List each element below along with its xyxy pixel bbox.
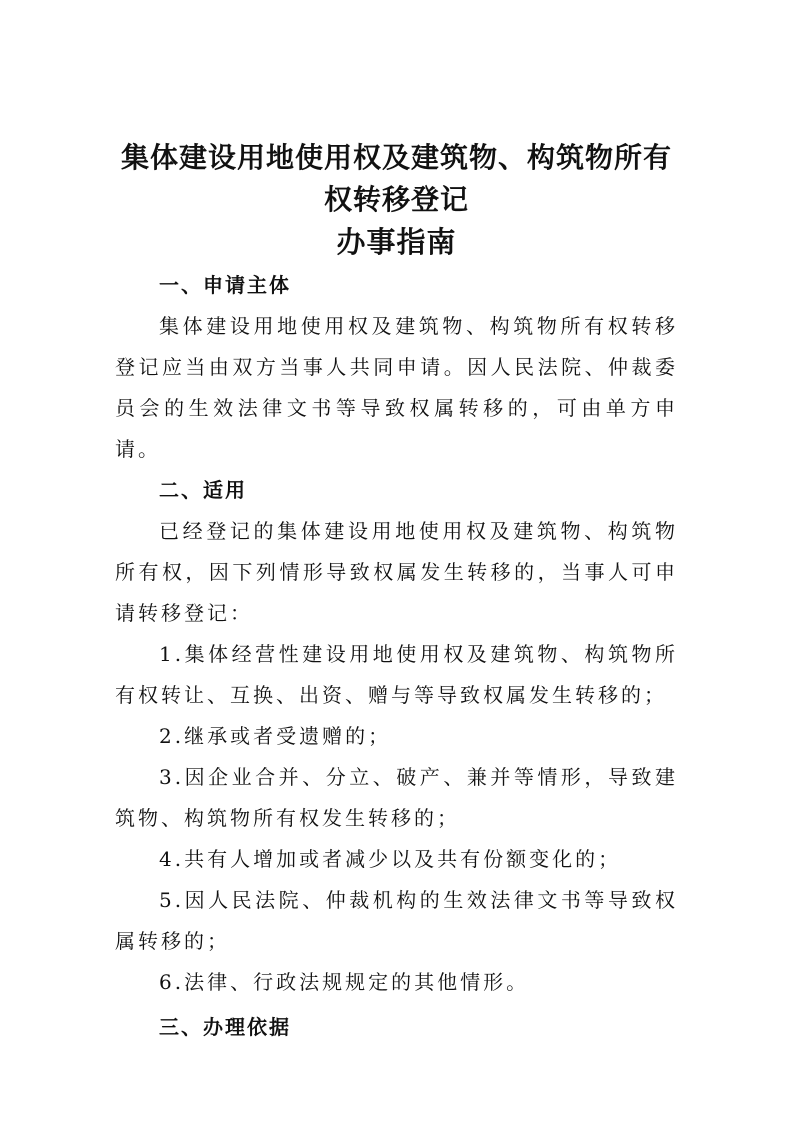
section-body-applicant: 集体建设用地使用权及建筑物、构筑物所有权转移登记应当由双方当事人共同申请。因人民法院、仲裁委员会的生效法律文书等导致权属转移的，可由单方申请。 — [115, 314, 678, 461]
title-line-2: 权转移登记 — [323, 183, 469, 216]
list-item: 3.因企业合并、分立、破产、兼并等情形，导致建筑物、构筑物所有权发生转移的； — [115, 765, 678, 830]
list-item: 2.继承或者受遗赠的； — [159, 724, 392, 748]
document-body — [115, 265, 678, 1048]
list-item: 6.法律、行政法规规定的其他情形。 — [159, 970, 530, 994]
list-item: 5.因人民法院、仲裁机构的生效法律文书等导致权属转移的； — [115, 888, 678, 953]
title-line-3: 办事指南 — [336, 225, 457, 259]
section-intro-scope: 已经登记的集体建设用地使用权及建筑物、构筑物所有权，因下列情形导致权属发生转移的，当事人可申请转移登记： — [115, 519, 678, 625]
section-heading-applicant: 一、申请主体 — [159, 273, 291, 297]
list-item: 1.集体经营性建设用地使用权及建筑物、构筑物所有权转让、互换、出资、赠与等导致权属发生转移的； — [115, 642, 678, 707]
list-item: 4.共有人增加或者减少以及共有份额变化的； — [159, 847, 622, 871]
title-line-1: 集体建设用地使用权及建筑物、构筑物所有 — [120, 141, 672, 174]
document-title — [0, 137, 793, 263]
section-heading-basis: 三、办理依据 — [159, 1015, 291, 1039]
section-heading-scope: 二、适用 — [159, 478, 247, 502]
